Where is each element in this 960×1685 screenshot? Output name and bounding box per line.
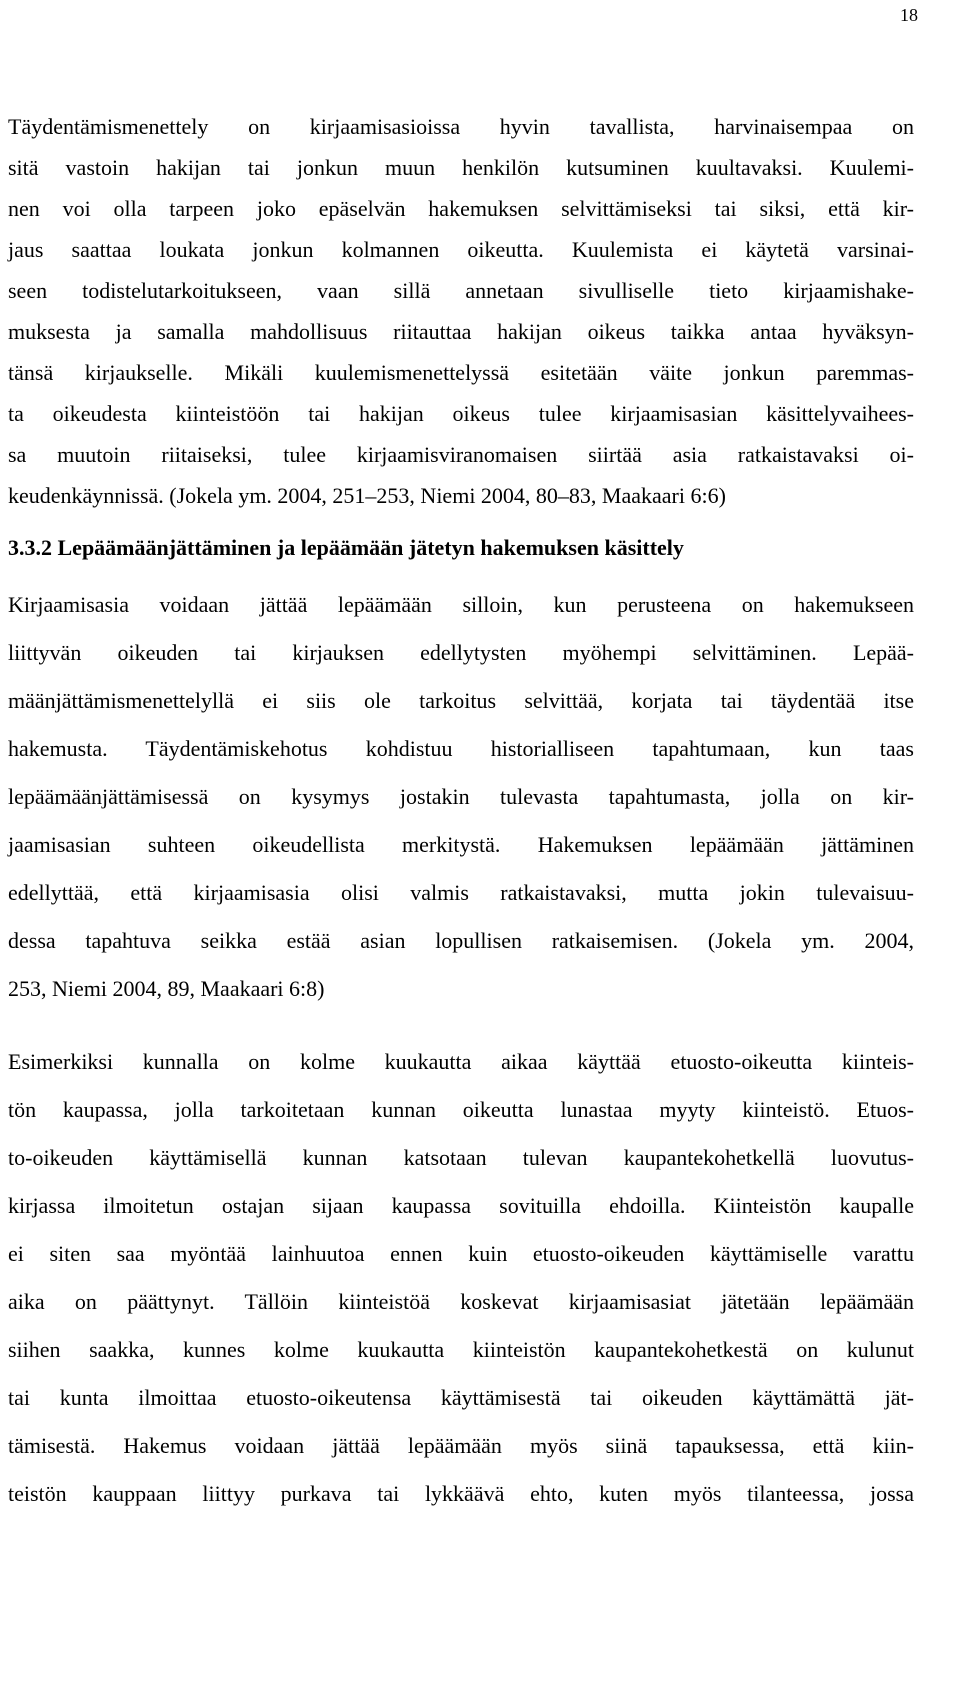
text-line: sitä vastoin hakijan tai jonkun muun henkilön kutsuminen kuultavaksi. Kuulemi- [8, 155, 914, 180]
text-line: aika on päättynyt. Tällöin kiinteistöä koskevat kirjaamisasiat jätetään lepäämään [8, 1289, 914, 1314]
text-line: tämisestä. Hakemus voidaan jättää lepäämään myös siinä tapauksessa, että kiin- [8, 1433, 914, 1458]
text-line: keudenkäynnissä. (Jokela ym. 2004, 251–253, Niemi 2004, 80–83, Maakaari 6:6) [8, 483, 726, 508]
text-line: nen voi olla tarpeen joko epäselvän hakemuksen selvittämiseksi tai siksi, että kir- [8, 196, 914, 221]
page-number: 18 [900, 5, 918, 25]
text-line: kirjassa ilmoitetun ostajan sijaan kaupassa sovituilla ehdoilla. Kiinteistön kaupalle [8, 1193, 914, 1218]
text-line: määnjättämismenettelyllä ei siis ole tarkoitus selvittää, korjata tai täydentää itse [8, 688, 914, 713]
text-line: ei siten saa myöntää lainhuutoa ennen kuin etuosto-oikeuden käyttämiselle varattu [8, 1241, 914, 1266]
text-line: lepäämäänjättämisessä on kysymys jostakin tulevasta tapahtumasta, jolla on kir- [8, 784, 914, 809]
text-line: 253, Niemi 2004, 89, Maakaari 6:8) [8, 976, 325, 1001]
text-line: liittyvän oikeuden tai kirjauksen edellytysten myöhempi selvittäminen. Lepää- [8, 640, 914, 665]
text-line: hakemusta. Täydentämiskehotus kohdistuu historialliseen tapahtumaan, kun taas [8, 736, 914, 761]
text-line: tai kunta ilmoittaa etuosto-oikeutensa käyttämisestä tai oikeuden käyttämättä jät- [8, 1385, 914, 1410]
text-line: tänsä kirjaukselle. Mikäli kuulemismenettelyssä esitetään väite jonkun paremmas- [8, 360, 914, 385]
text-line: sa muutoin riitaiseksi, tulee kirjaamisviranomaisen siirtää asia ratkaistavaksi oi- [8, 442, 914, 467]
text-line: edellyttää, että kirjaamisasia olisi valmis ratkaistavaksi, mutta jokin tulevaisuu- [8, 880, 914, 905]
text-line: teistön kauppaan liittyy purkava tai lykkäävä ehto, kuten myös tilanteessa, jossa [8, 1481, 914, 1506]
text-line: Esimerkiksi kunnalla on kolme kuukautta aikaa käyttää etuosto-oikeutta kiinteis- [8, 1049, 914, 1074]
text-line: tön kaupassa, jolla tarkoitetaan kunnan oikeutta lunastaa myyty kiinteistö. Etuos- [8, 1097, 914, 1122]
text-line: jaus saattaa loukata jonkun kolmannen oikeutta. Kuulemista ei käytetä varsinai- [8, 237, 914, 262]
text-line: dessa tapahtuva seikka estää asian lopullisen ratkaisemisen. (Jokela ym. 2004, [8, 928, 914, 953]
text-line: to-oikeuden käyttämisellä kunnan katsotaan tulevan kaupantekohetkellä luovutus- [8, 1145, 914, 1170]
section-heading: 3.3.2 Lepäämäänjättäminen ja lepäämään jätetyn hakemuksen käsittely [8, 535, 684, 560]
text-line: siihen saakka, kunnes kolme kuukautta kiinteistön kaupantekohetkestä on kulunut [8, 1337, 914, 1362]
text-line: muksesta ja samalla mahdollisuus riitauttaa hakijan oikeus taikka antaa hyväksyn- [8, 319, 914, 344]
text-line: jaamisasian suhteen oikeudellista merkitystä. Hakemuksen lepäämään jättäminen [8, 832, 914, 857]
text-line: Kirjaamisasia voidaan jättää lepäämään silloin, kun perusteena on hakemukseen [8, 592, 914, 617]
text-line: seen todistelutarkoitukseen, vaan sillä annetaan sivulliselle tieto kirjaamishake- [8, 278, 914, 303]
text-line: Täydentämismenettely on kirjaamisasioissa hyvin tavallista, harvinaisempaa on [8, 114, 914, 139]
text-line: ta oikeudesta kiinteistöön tai hakijan oikeus tulee kirjaamisasian käsittelyvaihees- [8, 401, 914, 426]
